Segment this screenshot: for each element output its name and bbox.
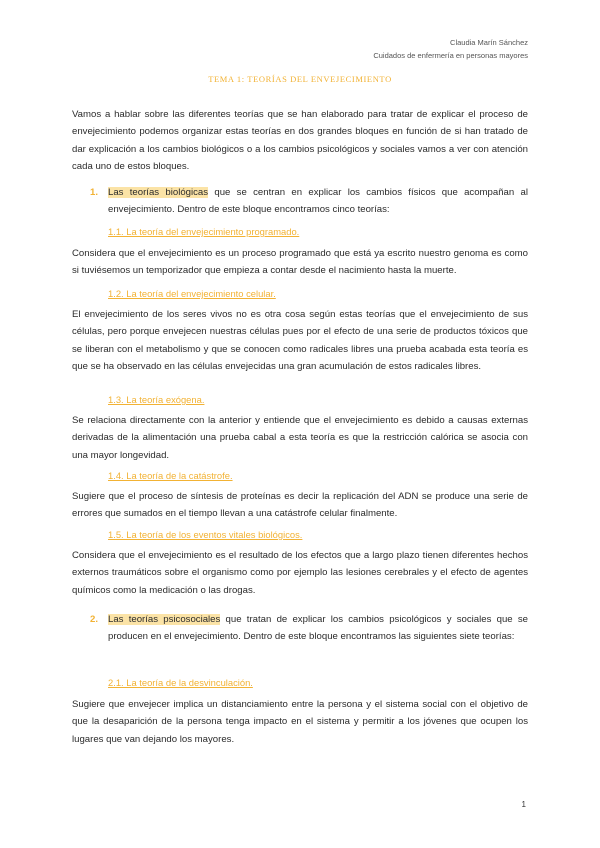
intro-paragraph: Vamos a hablar sobre las diferentes teorías que se han elaborado para tratar de explicar el proceso de envejecimiento podemos organizar estas teorías en dos grandes bloques en función de si han tratado de dar explicación a los cambios biológicos o a los cambios psicológicos y sociales vamos a ver con atención cada uno de estos bloques. [72, 109, 528, 172]
subsection-1-3-body: Se relaciona directamente con la anterior y entiende que el envejecimiento es debido a causas externas derivadas de la alimentación una prueba cabal a esta teoría es que la restricción calórica se asocia con una mayor longevidad. [72, 415, 528, 461]
section-1-heading [108, 184, 528, 219]
subsection-1-2-body: El envejecimiento de los seres vivos no es otra cosa según estas teorías que el envejecimiento de sus células, pero porque envejecen nuestras células pues por el efecto de una serie de productos tóxicos que se liberan con el metabolismo y que se conocen como radicales libres una prueba acabada esta teoría es que se ha observado en las células envejecidas una gran acumulación de estos radicales libres. [72, 309, 528, 372]
subsection-1-1-title: 1.1. La teoría del envejecimiento programado. [108, 226, 300, 237]
section-2-text: que tratan de explicar los cambios psicológicos y sociales que se producen en el envejecimiento. Dentro de este bloque encontramos las siguientes siete teorías: [108, 614, 529, 643]
subsection-2-1-body: Sugiere que envejecer implica un distanciamiento entre la persona y el sistema social con el objetivo de que la desaparición de la persona tenga impacto en el sistema y permitir a los jóvenes que ocupen los lugares que van dejando los mayores. [72, 699, 528, 745]
subsection-2-1-title: 2.1. La teoría de la desvinculación. [108, 677, 253, 688]
page-number: 1 [521, 800, 526, 809]
section-2-highlight: Las teorías psicosociales [108, 614, 221, 625]
subsection-1-4-title: 1.4. La teoría de la catástrofe. [108, 470, 233, 481]
subsection-1-1-body: Considera que el envejecimiento es un proceso programado que está ya escrito nuestro genoma es como si tuviésemos un temporizador que empieza a contar desde el nacimiento hasta la muerte. [72, 248, 528, 277]
section-1-number: 1. [90, 187, 99, 198]
header-author: Claudia Marín Sánchez [450, 38, 528, 47]
header-course: Cuidados de enfermería en personas mayores [373, 51, 528, 60]
subsection-1-2-title: 1.2. La teoría del envejecimiento celular. [108, 288, 276, 299]
section-2-heading [108, 611, 528, 646]
subsection-1-3-title: 1.3. La teoría exógena. [108, 394, 205, 405]
subsection-1-5-body: Considera que el envejecimiento es el resultado de los efectos que a largo plazo tienen diferentes hechos externos traumáticos sobre el organismo como por ejemplo las lesiones cerebrales y el efecto de agentes químicos como la medicación o las drogas. [72, 550, 528, 596]
section-1-text: que se centran en explicar los cambios físicos que acompañan al envejecimiento. Dentro de este bloque encontramos cinco teorías: [108, 187, 528, 216]
subsection-1-5-title: 1.5. La teoría de los eventos vitales biológicos. [108, 529, 303, 540]
subsection-1-4-body: Sugiere que el proceso de síntesis de proteínas es decir la replicación del ADN se produce una serie de errores que sumados en el tiempo llevan a una catástrofe celular finalmente. [72, 491, 528, 520]
section-1-highlight: Las teorías biológicas [108, 187, 209, 198]
page-title: TEMA 1: TEORÍAS DEL ENVEJECIMIENTO [208, 74, 392, 84]
section-2-number: 2. [90, 614, 99, 625]
